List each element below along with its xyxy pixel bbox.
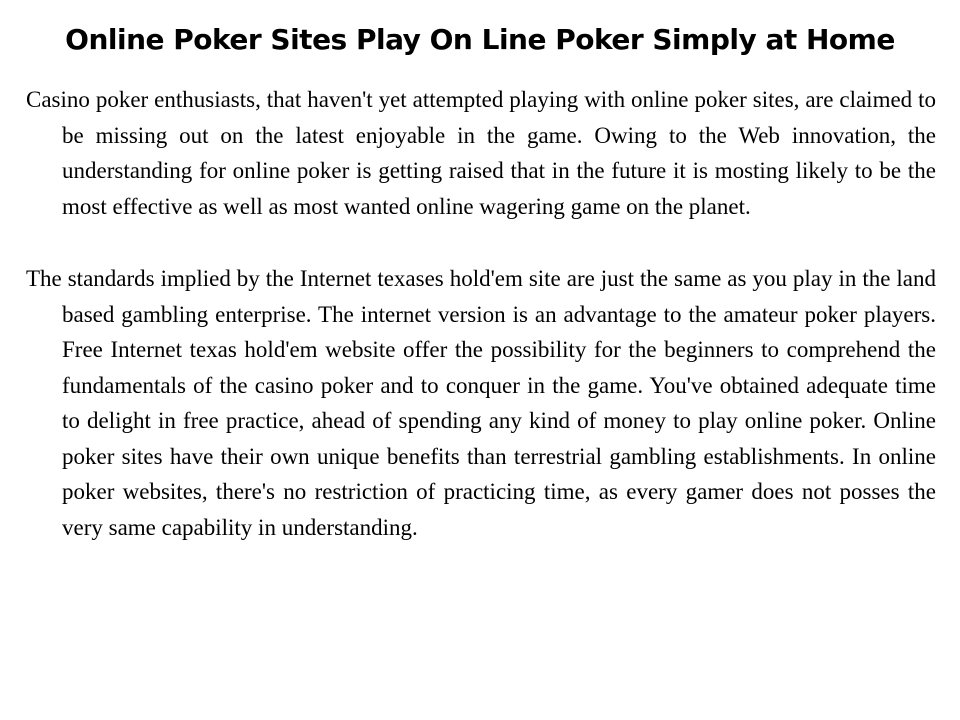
body-text	[26, 82, 936, 582]
page-title: Online Poker Sites Play On Line Poker Simply at Home	[65, 23, 895, 56]
paragraph-1: Casino poker enthusiasts, that haven't yet attempted playing with online poker sites, are claimed to be missing out on the latest enjoyable in the game. Owing to the Web innovation, the understanding for online poker is getting raised that in the future it is mosting likely to be the most effective as well as most wanted online wagering game on the planet.	[26, 87, 936, 219]
paragraph-2: The standards implied by the Internet texases hold'em site are just the same as you play in the land based gambling enterprise. The internet version is an advantage to the amateur poker players. Free Internet texas hold'em website offer the possibility for the beginners to comprehend the fundamentals of the casino poker and to conquer in the game. You've obtained adequate time to delight in free practice, ahead of spending any kind of money to play online poker. Online poker sites have their own unique benefits than terrestrial gambling establishments. In online poker websites, there's no restriction of practicing time, as every gamer does not posses the very same capability in understanding.	[26, 266, 936, 540]
